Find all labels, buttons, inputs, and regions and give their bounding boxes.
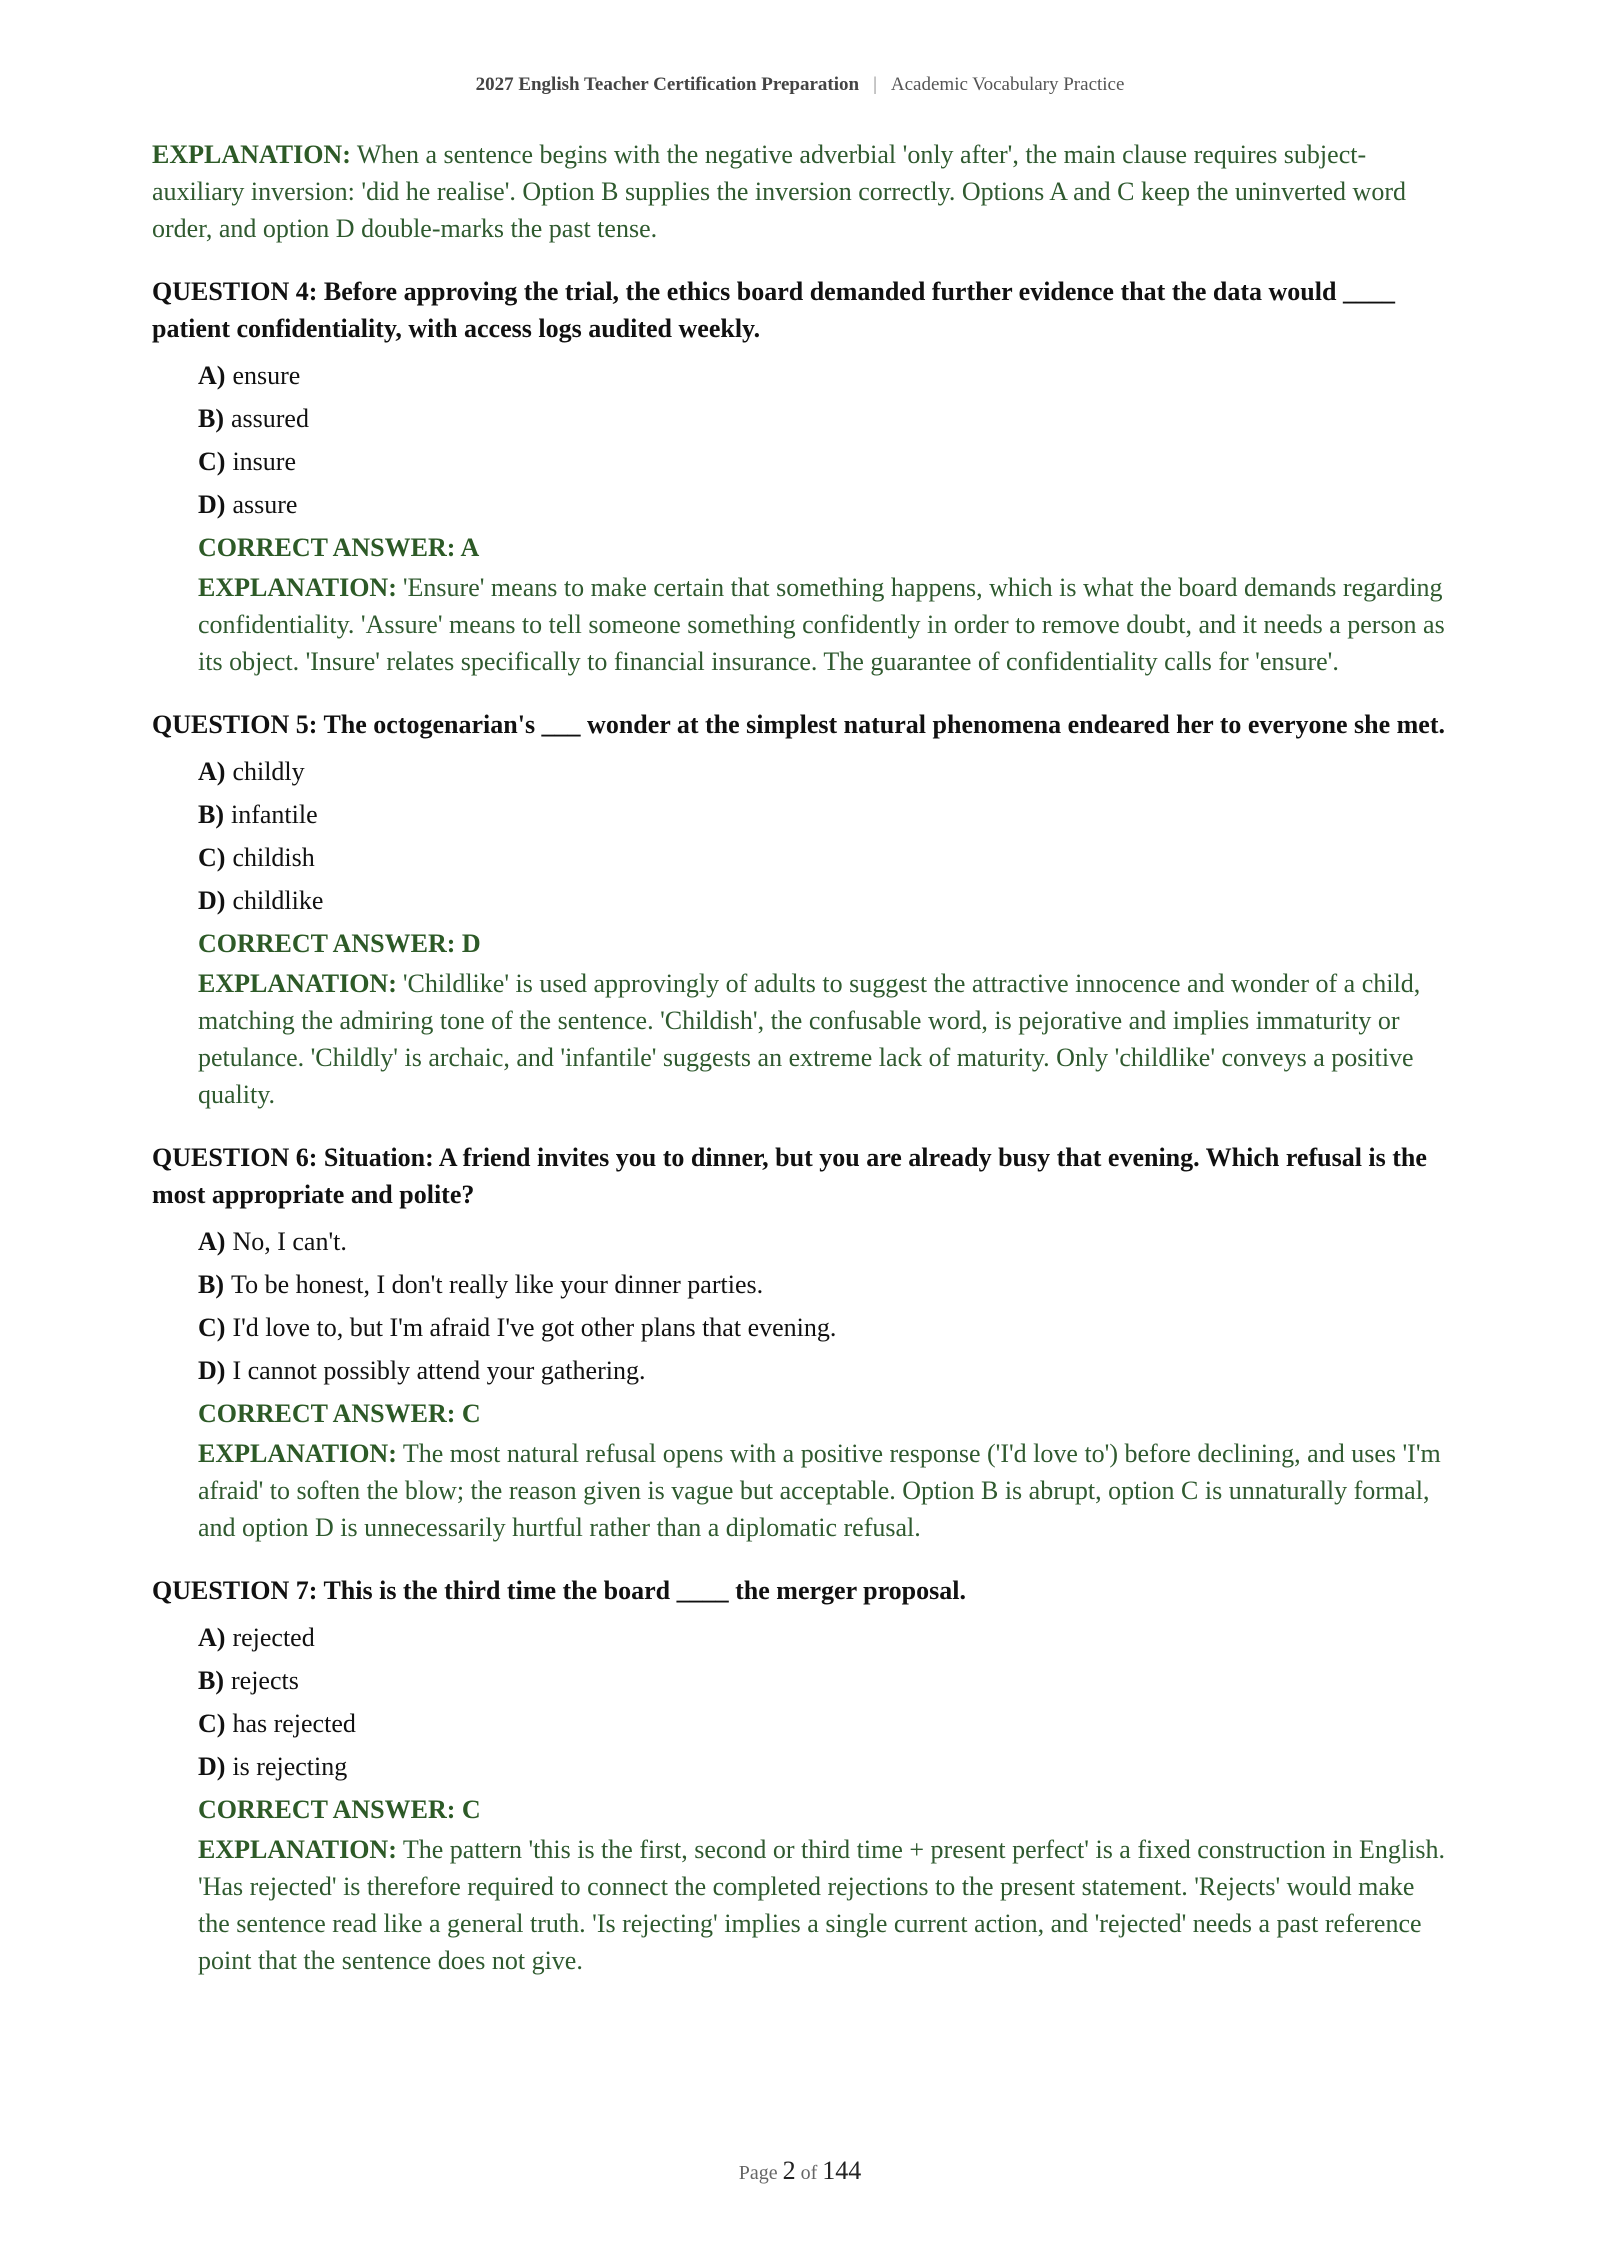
question-5 bbox=[152, 706, 1452, 1113]
option-letter: D) bbox=[198, 490, 226, 519]
option-letter: A) bbox=[198, 361, 226, 390]
option-d bbox=[198, 879, 1452, 922]
explanation-label: EXPLANATION: bbox=[198, 1439, 397, 1468]
option-text: has rejected bbox=[232, 1709, 356, 1738]
option-text: I'd love to, but I'm afraid I've got other plans that evening. bbox=[232, 1313, 837, 1342]
option-text: insure bbox=[232, 447, 296, 476]
explanation-label: EXPLANATION: bbox=[152, 140, 351, 169]
option-list bbox=[198, 750, 1452, 922]
correct-answer: CORRECT ANSWER: C bbox=[198, 1399, 481, 1428]
question-text: QUESTION 7: This is the third time the board ____ the merger proposal. bbox=[152, 1576, 966, 1605]
correct-answer: CORRECT ANSWER: C bbox=[198, 1795, 481, 1824]
option-letter: C) bbox=[198, 1709, 226, 1738]
question-text: QUESTION 6: Situation: A friend invites you to dinner, but you are already busy that evening. Which refusal is the most appropriate and polite? bbox=[152, 1143, 1427, 1209]
option-c bbox=[198, 440, 1452, 483]
page-header bbox=[0, 74, 1600, 96]
option-letter: A) bbox=[198, 757, 226, 786]
option-letter: A) bbox=[198, 1227, 226, 1256]
option-b bbox=[198, 793, 1452, 836]
option-letter: D) bbox=[198, 1752, 226, 1781]
option-c bbox=[198, 836, 1452, 879]
header-subtitle: Academic Vocabulary Practice bbox=[890, 74, 1125, 95]
question-text: QUESTION 4: Before approving the trial, the ethics board demanded further evidence that the data would ____ patient confidentiality, with access logs audited weekly. bbox=[152, 277, 1395, 343]
option-text: I cannot possibly attend your gathering. bbox=[232, 1356, 646, 1385]
option-b bbox=[198, 397, 1452, 440]
option-letter: C) bbox=[198, 843, 226, 872]
page-word: Page bbox=[738, 2162, 778, 2184]
option-text: assured bbox=[231, 404, 309, 433]
explanation-text: 'Childlike' is used approvingly of adults to suggest the attractive innocence and wonder of a child, matching the admiring tone of the sentence. 'Childish', the confusable word, is pejorative and implies immaturity or petulance. 'Childly' is archaic, and 'infantile' suggests an extreme lack of maturity. Only 'childlike' conveys a positive quality. bbox=[198, 969, 1421, 1109]
option-a bbox=[198, 1220, 1452, 1263]
option-letter: B) bbox=[198, 404, 224, 433]
option-d bbox=[198, 1745, 1452, 1788]
option-text: ensure bbox=[232, 361, 301, 390]
explanation-text: The most natural refusal opens with a positive response ('I'd love to') before declining, and uses 'I'm afraid' to soften the blow; the reason given is vague but acceptable. Option B is abrupt, option C is unnaturally formal, and option D is unnecessarily hurtful rather than a diplomatic refusal. bbox=[198, 1439, 1441, 1542]
option-letter: B) bbox=[198, 1270, 224, 1299]
option-letter: C) bbox=[198, 1313, 226, 1342]
option-d bbox=[198, 1349, 1452, 1392]
page-footer bbox=[0, 2156, 1600, 2186]
explanation-text: 'Ensure' means to make certain that something happens, which is what the board demands regarding confidentiality. 'Assure' means to tell someone something confidently in order to remove doubt, and it needs a person as its object. 'Insure' relates specifically to financial insurance. The guarantee of confidentiality calls for 'ensure'. bbox=[198, 573, 1445, 676]
option-text: childlike bbox=[232, 886, 324, 915]
question-6 bbox=[152, 1139, 1452, 1546]
header-title: 2027 English Teacher Certification Preparation bbox=[475, 74, 860, 95]
option-text: rejects bbox=[231, 1666, 299, 1695]
question-7 bbox=[152, 1572, 1452, 1979]
option-a bbox=[198, 354, 1452, 397]
explanation bbox=[198, 1435, 1452, 1546]
option-text: To be honest, I don't really like your dinner parties. bbox=[231, 1270, 764, 1299]
option-c bbox=[198, 1306, 1452, 1349]
explanation bbox=[198, 1831, 1452, 1979]
page-content bbox=[152, 136, 1452, 1979]
option-list bbox=[198, 1616, 1452, 1788]
option-a bbox=[198, 1616, 1452, 1659]
question-4 bbox=[152, 273, 1452, 680]
explanation-label: EXPLANATION: bbox=[198, 969, 397, 998]
explanation-text: The pattern 'this is the first, second or third time + present perfect' is a fixed construction in English. 'Has rejected' is therefore required to connect the completed rejections to the present statement. 'Rejects' would make the sentence read like a general truth. 'Is rejecting' implies a single current action, and 'rejected' needs a past reference point that the sentence does not give. bbox=[198, 1835, 1445, 1975]
explanation-label: EXPLANATION: bbox=[198, 573, 397, 602]
correct-answer: CORRECT ANSWER: A bbox=[198, 533, 480, 562]
option-letter: B) bbox=[198, 800, 224, 829]
option-text: is rejecting bbox=[232, 1752, 348, 1781]
explanation bbox=[198, 569, 1452, 680]
option-c bbox=[198, 1702, 1452, 1745]
header-separator: | bbox=[873, 74, 877, 95]
option-b bbox=[198, 1659, 1452, 1702]
option-letter: C) bbox=[198, 447, 226, 476]
option-text: childish bbox=[232, 843, 315, 872]
option-text: No, I can't. bbox=[232, 1227, 347, 1256]
explanation-text: When a sentence begins with the negative adverbial 'only after', the main clause requires subject-auxiliary inversion: 'did he realise'. Option B supplies the inversion correctly. Options A and C keep the uninverted word order, and option D double-marks the past tense. bbox=[152, 140, 1406, 243]
question-text: QUESTION 5: The octogenarian's ___ wonder at the simplest natural phenomena endeared her to everyone she met. bbox=[152, 710, 1445, 739]
option-list bbox=[198, 354, 1452, 526]
option-letter: A) bbox=[198, 1623, 226, 1652]
option-text: childly bbox=[232, 757, 305, 786]
correct-answer: CORRECT ANSWER: D bbox=[198, 929, 481, 958]
total-pages: 144 bbox=[822, 2156, 862, 2185]
continued-explanation bbox=[152, 136, 1452, 247]
of-word: of bbox=[800, 2162, 818, 2184]
option-text: infantile bbox=[231, 800, 318, 829]
option-letter: D) bbox=[198, 886, 226, 915]
page-number: 2 bbox=[782, 2156, 796, 2185]
option-d bbox=[198, 483, 1452, 526]
option-text: assure bbox=[232, 490, 298, 519]
option-letter: D) bbox=[198, 1356, 226, 1385]
option-b bbox=[198, 1263, 1452, 1306]
option-list bbox=[198, 1220, 1452, 1392]
option-text: rejected bbox=[232, 1623, 315, 1652]
option-a bbox=[198, 750, 1452, 793]
explanation-label: EXPLANATION: bbox=[198, 1835, 397, 1864]
option-letter: B) bbox=[198, 1666, 224, 1695]
explanation bbox=[198, 965, 1452, 1113]
